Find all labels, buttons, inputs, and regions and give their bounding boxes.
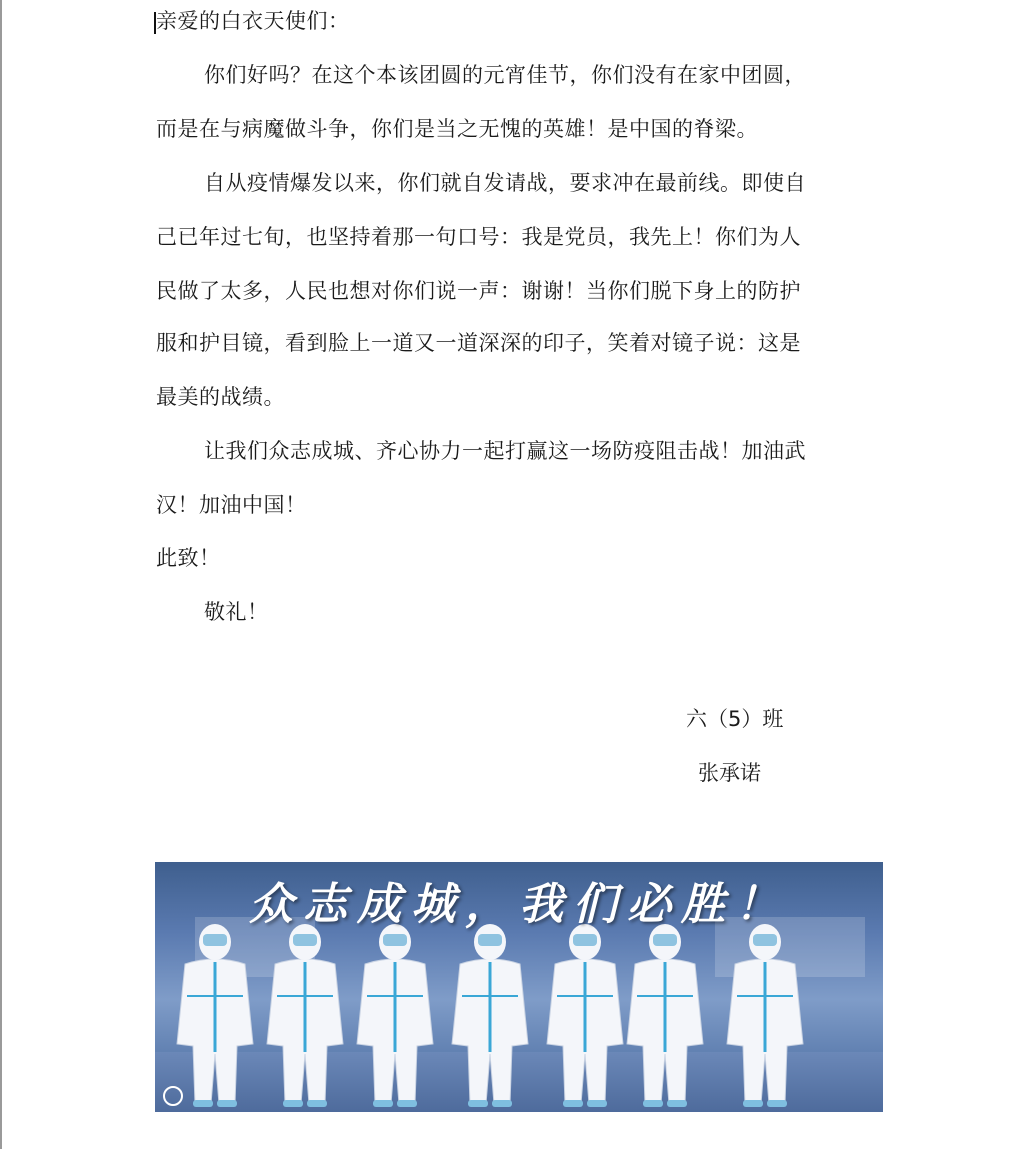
medical-worker-figure <box>547 924 623 1107</box>
paragraph-line: 自从疫情爆发以来，你们就自发请战，要求冲在最前线。即使自 <box>204 171 806 195</box>
paragraph-line: 你们好吗？在这个本该团圆的元宵佳节，你们没有在家中团圆， <box>204 63 806 87</box>
medical-team-banner <box>155 862 883 1112</box>
paragraph-line: 汉！加油中国！ <box>156 493 307 517</box>
paragraph-line: 让我们众志成城、齐心协力一起打赢这一场防疫阻击战！加油武 <box>204 439 806 463</box>
banner-slogan: 众志成城，我们必胜！ <box>249 879 789 930</box>
closing-salute: 敬礼！ <box>204 600 269 624</box>
medical-worker-figure <box>177 924 253 1107</box>
signature-name: 张承诺 <box>698 761 761 785</box>
medical-worker-figure <box>627 924 703 1107</box>
medical-workers-illustration <box>165 924 875 1109</box>
paragraph-line: 而是在与病魔做斗争，你们是当之无愧的英雄！是中国的脊梁。 <box>156 117 758 141</box>
paragraph-line: 服和护目镜，看到脸上一道又一道深深的印子，笑着对镜子说：这是 <box>156 331 801 355</box>
letter-greeting[interactable]: 亲爱的白衣天使们： <box>156 9 350 33</box>
paragraph-line: 最美的战绩。 <box>156 385 285 409</box>
medical-worker-figure <box>727 924 803 1107</box>
medical-worker-figure <box>357 924 433 1107</box>
text-cursor <box>154 12 156 34</box>
closing-phrase: 此致！ <box>156 546 221 570</box>
signature-class: 六（5）班 <box>686 707 784 731</box>
paragraph-line: 民做了太多，人民也想对你们说一声：谢谢！当你们脱下身上的防护 <box>156 279 801 303</box>
page-left-border <box>0 0 2 1149</box>
medical-worker-figure <box>452 924 528 1107</box>
paragraph-line: 己已年过七旬，也坚持着那一句口号：我是党员，我先上！你们为人 <box>156 225 801 249</box>
medical-worker-figure <box>267 924 343 1107</box>
badge-icon <box>163 1086 183 1106</box>
